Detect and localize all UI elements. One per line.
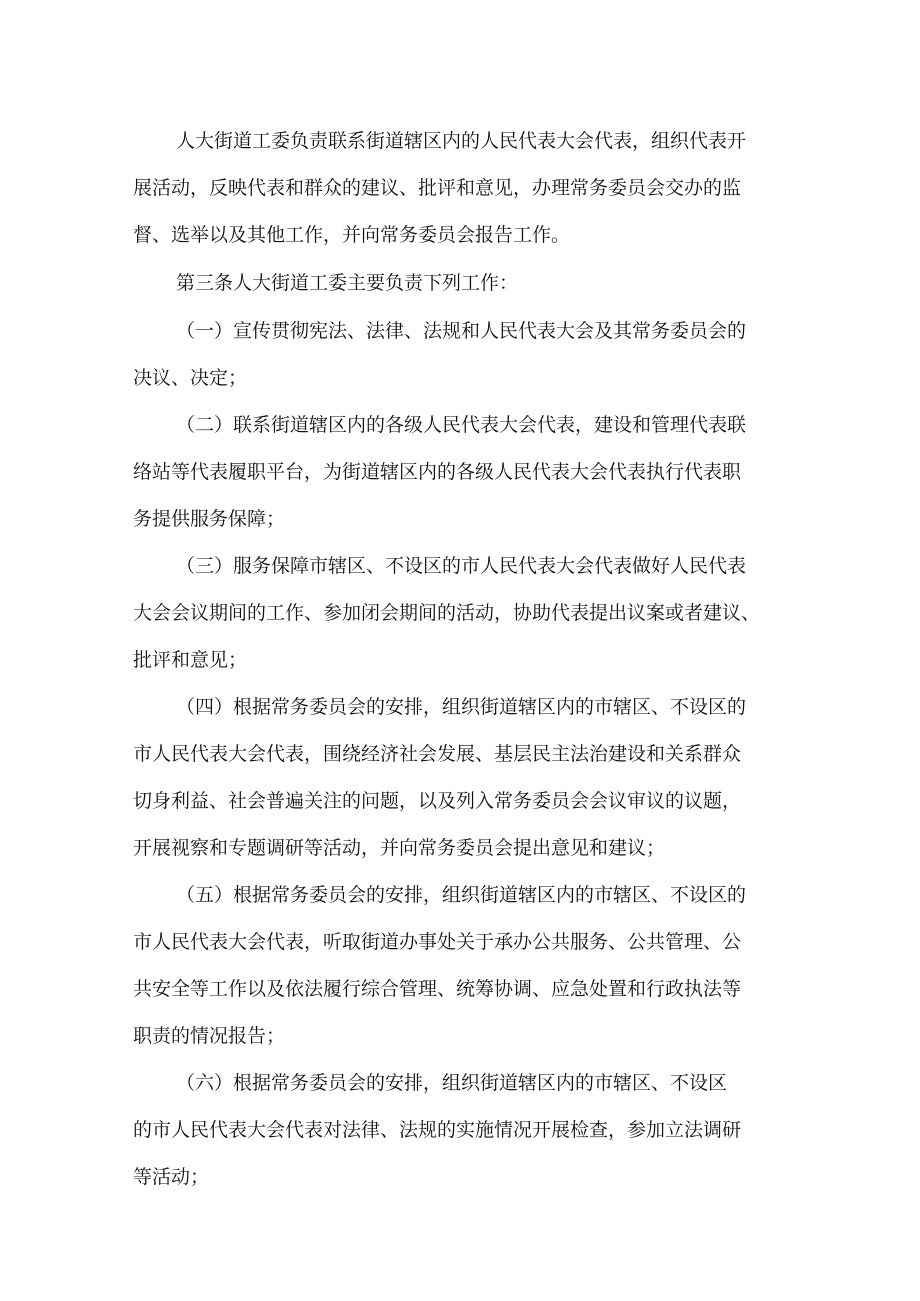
paragraph-1-line-3: 督、选举以及其他工作，并向常务委员会报告工作。: [133, 224, 571, 246]
paragraph-4-line-3: 务提供服务保障；: [133, 508, 286, 530]
paragraph-7-line-2: 市人民代表大会代表，听取街道办事处关于承办公共服务、公共管理、公: [133, 931, 742, 953]
paragraph-8-line-3: 等活动；: [133, 1166, 210, 1188]
paragraph-1-line-1: 人大街道工委负责联系街道辖区内的人民代表大会代表，组织代表开: [176, 130, 747, 152]
paragraph-6-line-1: （四）根据常务委员会的安排，组织街道辖区内的市辖区、不设区的: [176, 696, 747, 718]
paragraph-6-line-4: 开展视察和专题调研等活动，并向常务委员会提出意见和建议；: [133, 837, 666, 859]
paragraph-7-line-1: （五）根据常务委员会的安排，组织街道辖区内的市辖区、不设区的: [176, 884, 747, 906]
paragraph-5-line-2: 大会会议期间的工作、参加闭会期间的活动，协助代表提出议案或者建议、: [133, 602, 761, 624]
paragraph-4-line-1: （二）联系街道辖区内的各级人民代表大会代表，建设和管理代表联: [176, 414, 747, 436]
paragraph-3-line-1: （一）宣传贯彻宪法、法律、法规和人民代表大会及其常务委员会的: [176, 320, 747, 342]
paragraph-8-line-1: （六）根据常务委员会的安排，组织街道辖区内的市辖区、不设区: [176, 1072, 728, 1094]
paragraph-4-line-2: 络站等代表履职平台，为街道辖区内的各级人民代表大会代表执行代表职: [133, 461, 742, 483]
paragraph-5-line-1: （三）服务保障市辖区、不设区的市人民代表大会代表做好人民代表: [176, 555, 747, 577]
paragraph-7-line-4: 职责的情况报告；: [133, 1025, 286, 1047]
paragraph-1-line-2: 展活动，反映代表和群众的建议、批评和意见，办理常务委员会交办的监: [133, 177, 742, 199]
paragraph-6-line-2: 市人民代表大会代表，围绕经济社会发展、基层民主法治建设和关系群众: [133, 743, 742, 765]
paragraph-5-line-3: 批评和意见；: [133, 649, 248, 671]
paragraph-6-line-3: 切身利益、社会普遍关注的问题，以及列入常务委员会会议审议的议题，: [133, 790, 742, 812]
paragraph-7-line-3: 共安全等工作以及依法履行综合管理、统筹协调、应急处置和行政执法等: [133, 978, 742, 1000]
paragraph-3-line-2: 决议、决定；: [133, 367, 248, 389]
paragraph-8-line-2: 的市人民代表大会代表对法律、法规的实施情况开展检查，参加立法调研: [133, 1119, 742, 1141]
paragraph-2-line-1: 第三条人大街道工委主要负责下列工作：: [176, 272, 519, 294]
